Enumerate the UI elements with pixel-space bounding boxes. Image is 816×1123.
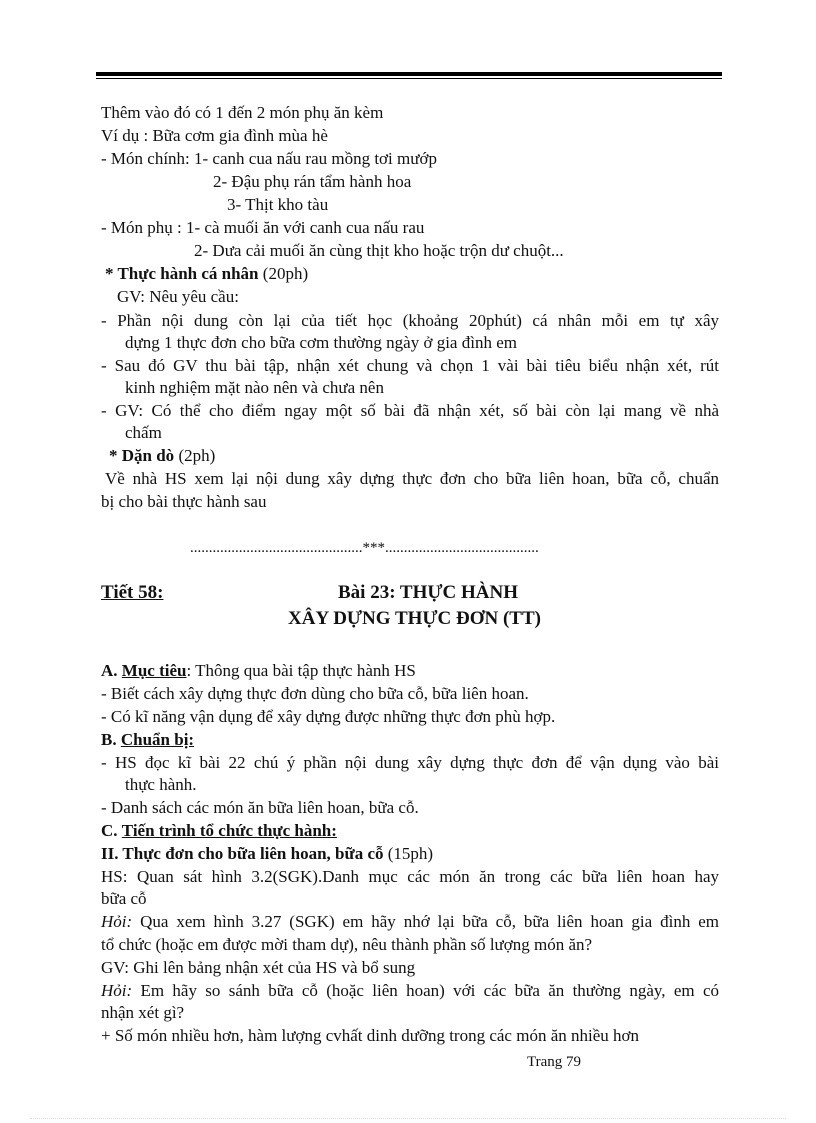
text-line: 3- Thịt kho tàu xyxy=(227,195,329,214)
text-line: HS: Quan sát hình 3.2(SGK).Danh mục các món ăn trong các bữa liên hoan hay xyxy=(101,867,719,886)
heading-text: Chuẩn bị: xyxy=(120,730,195,749)
header-rule-thin xyxy=(96,78,722,79)
section-heading: B. Chuẩn bị: xyxy=(101,730,195,749)
text-line: - Biết cách xây dựng thực đơn dùng cho bữa cỗ, bữa liên hoan. xyxy=(101,684,529,703)
text-line: - Sau đó GV thu bài tập, nhận xét chung và chọn 1 vài bài tiêu biểu nhận xét, rút xyxy=(101,356,719,375)
section-heading xyxy=(101,843,433,865)
text-line: - Danh sách các món ăn bữa liên hoan, bữa cỗ. xyxy=(101,798,419,817)
text-line: bị cho bài thực hành sau xyxy=(101,492,267,511)
text-line: kinh nghiệm mặt nào nên và chưa nên xyxy=(125,378,384,397)
header-rule xyxy=(96,72,722,76)
text-line: - GV: Có thể cho điểm ngay một số bài đã nhận xét, số bài còn lại mang về nhà xyxy=(101,401,719,420)
text-line: Thêm vào đó có 1 đến 2 món phụ ăn kèm xyxy=(101,103,384,122)
duration: (2ph) xyxy=(178,446,216,465)
section-heading: * Thực hành cá nhân (20ph) xyxy=(105,264,309,283)
text-line: + Số món nhiều hơn, hàm lượng cvhất dinh dưỡng trong các món ăn nhiều hơn xyxy=(101,1026,640,1045)
text-line: 2- Dưa cải muối ăn cùng thịt kho hoặc trộn dư chuột... xyxy=(194,241,564,260)
heading-text: Tiến trình tổ chức thực hành: xyxy=(121,821,337,840)
text-line: Về nhà HS xem lại nội dung xây dựng thực đơn cho bữa liên hoan, bữa cỗ, chuẩn xyxy=(105,469,719,488)
text-line: 2- Đậu phụ rán tẩm hành hoa xyxy=(213,172,412,191)
heading-text: Thực hành cá nhân xyxy=(117,264,259,283)
text-line: Ví dụ : Bữa cơm gia đình mùa hè xyxy=(101,126,328,145)
section-heading: C. Tiến trình tổ chức thực hành: xyxy=(101,821,337,840)
text-line: chấm xyxy=(125,423,162,442)
text-line: bữa cỗ xyxy=(101,889,147,908)
question-label: Hỏi: xyxy=(101,981,133,1000)
text-line: GV: Nêu yêu cầu: xyxy=(117,287,239,306)
question-label: Hỏi: xyxy=(101,912,133,931)
section-heading: * Dặn dò (2ph) xyxy=(109,446,216,465)
heading-text: Mục tiêu xyxy=(121,661,187,680)
page-border xyxy=(30,1118,786,1119)
text-line: nhận xét gì? xyxy=(101,1003,185,1022)
section-heading: A. Mục tiêu: Thông qua bài tập thực hành HS xyxy=(101,661,416,680)
heading-text: Dặn dò xyxy=(121,446,175,465)
text-line: GV: Ghi lên bảng nhận xét của HS và bổ sung xyxy=(101,958,416,977)
question-line: Hỏi: Qua xem hình 3.27 (SGK) em hãy nhớ lại bữa cỗ, bữa liên hoan gia đình em xyxy=(101,912,719,931)
text-line: - Món chính: 1- canh cua nấu rau mồng tơi mướp xyxy=(101,149,437,168)
heading-text: II. Thực đơn cho bữa liên hoan, bữa cỗ xyxy=(101,844,384,863)
separator: ..............................................***......................................... xyxy=(190,540,539,556)
text-line: - HS đọc kĩ bài 22 chú ý phần nội dung xây dựng thực đơn để vận dụng vào bài xyxy=(101,753,719,772)
text-line: dựng 1 thực đơn cho bữa cơm thường ngày ở gia đình em xyxy=(125,333,517,352)
question-line: Hỏi: Em hãy so sánh bữa cỗ (hoặc liên hoan) với các bữa ăn thường ngày, em có xyxy=(101,981,719,1000)
text-line: - Có kĩ năng vận dụng để xây dựng được những thực đơn phù hợp. xyxy=(101,707,556,726)
duration: (20ph) xyxy=(262,264,309,283)
lesson-title: Bài 23: THỰC HÀNH xyxy=(338,582,518,603)
text-line: thực hành. xyxy=(125,775,197,794)
lesson-number: Tiết 58: xyxy=(101,582,164,603)
text-line: tổ chức (hoặc em được mời tham dự), nêu thành phần số lượng món ăn? xyxy=(101,935,593,954)
page-number: Trang 79 xyxy=(527,1054,582,1070)
text-line: - Món phụ : 1- cà muối ăn với canh cua nấu rau xyxy=(101,218,425,237)
lesson-subtitle: XÂY DỰNG THỰC ĐƠN (TT) xyxy=(288,608,541,629)
text-line: - Phần nội dung còn lại của tiết học (khoảng 20phút) cá nhân mỗi em tự xây xyxy=(101,311,719,330)
duration: (15ph) xyxy=(387,844,434,863)
